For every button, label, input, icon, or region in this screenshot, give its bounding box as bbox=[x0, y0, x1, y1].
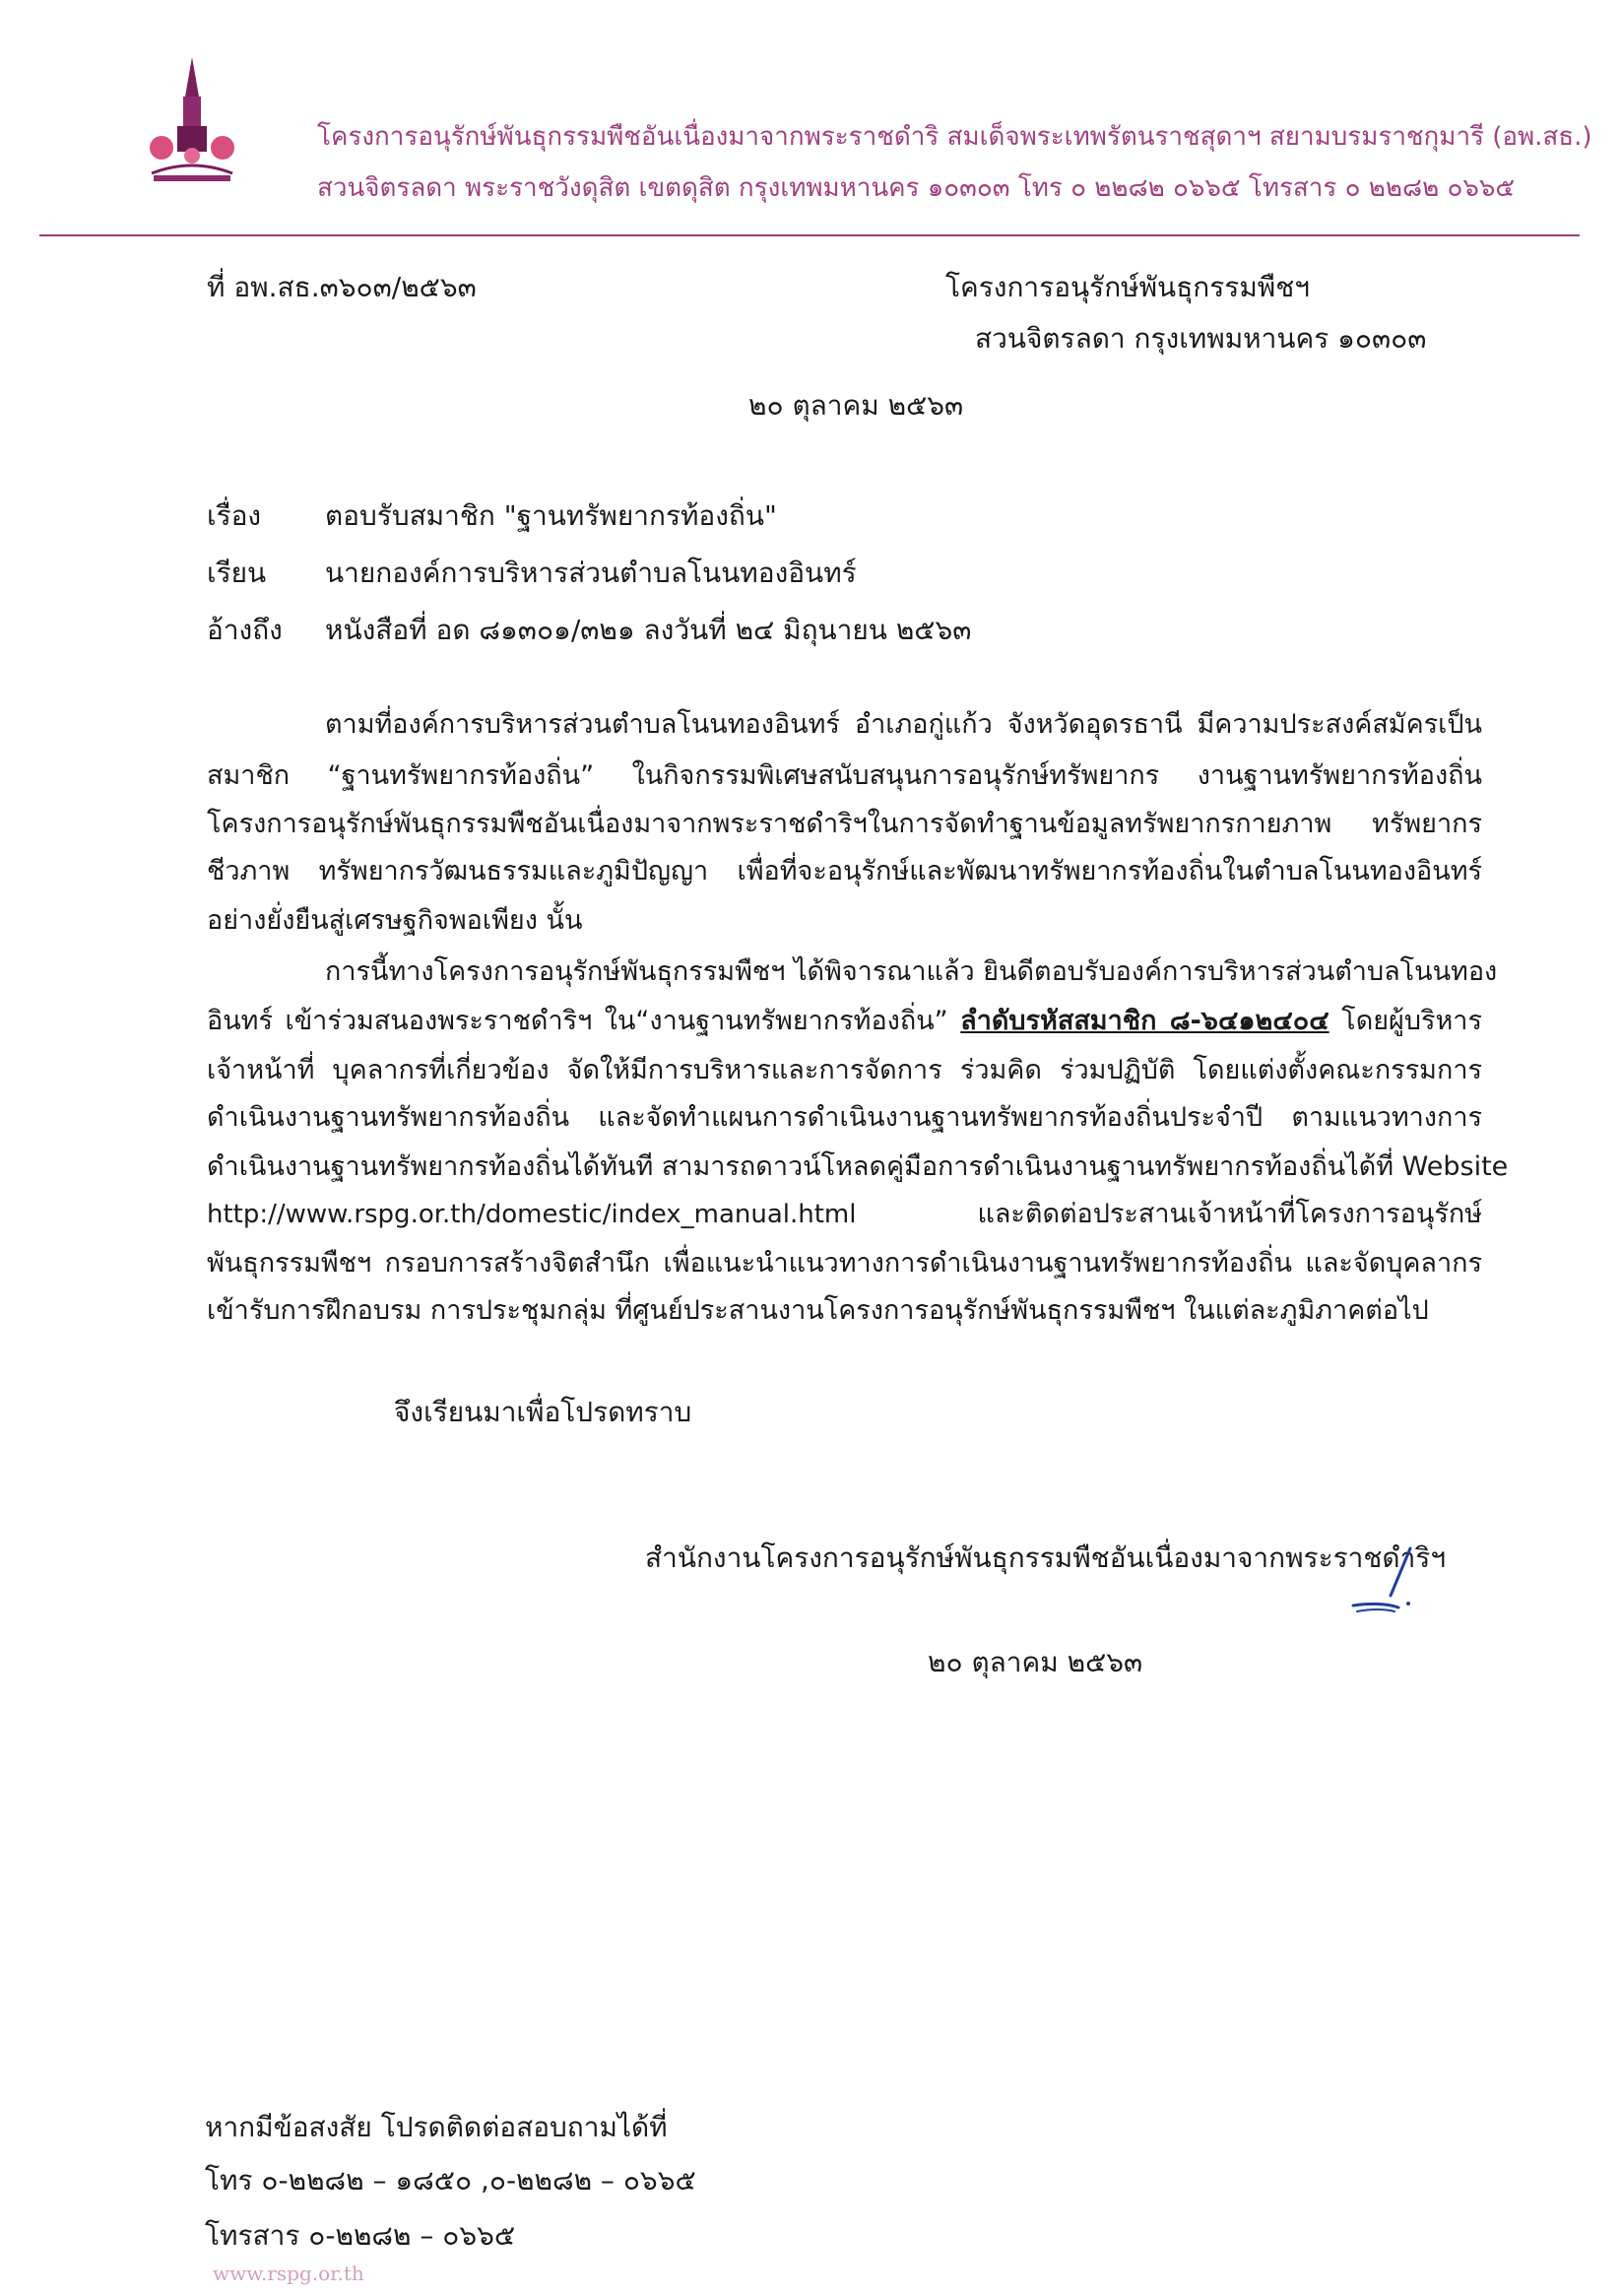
closing-phrase: จึงเรียนมาเพื่อโปรดทราบ bbox=[394, 1396, 692, 1428]
signature-mark-icon bbox=[1351, 1544, 1420, 1623]
sender-line-1: โครงการอนุรักษ์พันธุกรรมพืชฯ bbox=[945, 271, 1310, 303]
website-watermark: www.rspg.or.th bbox=[213, 2262, 364, 2285]
paragraph-2-line: ดำเนินงานฐานทรัพยากรท้องถิ่นได้ทันที สามารถดาวน์โหลดคู่มือการดำเนินงานฐานทรัพยากรท้องถิ่นได้ที่ Website bbox=[207, 1151, 1509, 1182]
signature-date: ๒๐ ตุลาคม ๒๕๖๓ bbox=[928, 1646, 1143, 1678]
letterhead-line-1: โครงการอนุรักษ์พันธุกรรมพืชอันเนื่องมาจากพระราชดำริ สมเด็จพระเทพรัตนราชสุดาฯ สยามบรมราชกุมารี (อพ.สธ.) bbox=[317, 122, 1592, 152]
contact-phone: โทร ๐-๒๒๘๒ – ๑๘๕๐ ,๐-๒๒๘๒ – ๐๖๖๕ bbox=[205, 2164, 696, 2197]
contact-fax: โทรสาร ๐-๒๒๘๒ – ๐๖๖๕ bbox=[205, 2219, 516, 2252]
paragraph-1-line: สมาชิก “ฐานทรัพยากรท้องถิ่น” ในกิจกรรมพิเศษสนับสนุนการอนุรักษ์ทรัพยากร งานฐานทรัพยากรท้องถิ่น bbox=[207, 760, 1482, 791]
paragraph-2-line: ดำเนินงานฐานทรัพยากรท้องถิ่น และจัดทำแผนการดำเนินงานฐานทรัพยากรท้องถิ่นประจำปี ตามแนวทางการ bbox=[207, 1102, 1482, 1133]
paragraph-1-line: โครงการอนุรักษ์พันธุกรรมพืชอันเนื่องมาจากพระราชดำริฯในการจัดทำฐานข้อมูลทรัพยากรกายภาพ ทรัพยากร bbox=[207, 809, 1482, 839]
sender-line-2: สวนจิตรลดา กรุงเทพมหานคร ๑๐๓๐๓ bbox=[975, 322, 1427, 355]
to-label: เรียน bbox=[207, 557, 267, 589]
paragraph-2-text: และติดต่อประสานเจ้าหน้าที่โครงการอนุรักษ์ bbox=[856, 1199, 1482, 1229]
paragraph-2-text: โดยผู้บริหาร bbox=[1329, 1006, 1482, 1036]
paragraph-1-line: ตามที่องค์การบริหารส่วนตำบลโนนทองอินทร์ อำเภอกู่แก้ว จังหวัดอุดรธานี มีความประสงค์สมัครเป็น bbox=[325, 709, 1482, 740]
paragraph-2-line: เจ้าหน้าที่ บุคลากรที่เกี่ยวข้อง จัดให้มีการบริหารและการจัดการ ร่วมคิด ร่วมปฏิบัติ โดยแต่งตั้งคณะกรรมการ bbox=[207, 1055, 1482, 1085]
to-value: นายกองค์การบริหารส่วนตำบลโนนทองอินทร์ bbox=[325, 557, 857, 589]
paragraph-1-line: ชีวภาพ ทรัพยากรวัฒนธรรมและภูมิปัญญา เพื่อที่จะอนุรักษ์และพัฒนาทรัพยากรท้องถิ่นในตำบลโนนทองอินทร์ bbox=[207, 856, 1482, 886]
subject-label: เรื่อง bbox=[207, 499, 262, 532]
paragraph-2-line bbox=[207, 999, 1482, 1041]
manual-url-link[interactable]: http://www.rspg.or.th/domestic/index_manual.html bbox=[207, 1200, 857, 1229]
letterhead-line-2: สวนจิตรลดา พระราชวังดุสิต เขตดุสิต กรุงเทพมหานคร ๑๐๓๐๓ โทร ๐ ๒๒๘๒ ๐๖๖๕ โทรสาร ๐ ๒๒๘๒ ๐๖๖๕ bbox=[317, 173, 1516, 203]
rspg-crest-icon bbox=[148, 57, 236, 185]
reference-value: หนังสือที่ อด ๘๑๓๐๑/๓๒๑ ลงวันที่ ๒๔ มิถุนายน ๒๕๖๓ bbox=[325, 614, 972, 646]
reference-label: อ้างถึง bbox=[207, 614, 283, 646]
document-number: ที่ อพ.สธ.๓๖๐๓/๒๕๖๓ bbox=[207, 271, 477, 303]
paragraph-2-line bbox=[207, 1192, 1482, 1234]
letterhead-divider bbox=[39, 234, 1580, 236]
paragraph-1-line: อย่างยั่งยืนสู่เศรษฐกิจพอเพียง นั้น bbox=[207, 905, 583, 936]
subject-value: ตอบรับสมาชิก "ฐานทรัพยากรท้องถิ่น" bbox=[325, 499, 777, 532]
member-code: ลำดับรหัสสมาชิก ๘-๖๔๑๒๔๐๔ bbox=[960, 1006, 1329, 1036]
letter-date: ๒๐ ตุลาคม ๒๕๖๓ bbox=[748, 389, 964, 422]
paragraph-2-line: เข้ารับการฝึกอบรม การประชุมกลุ่ม ที่ศูนย์ประสานงานโครงการอนุรักษ์พันธุกรรมพืชฯ ในแต่ละภูมิภาคต่อไป bbox=[207, 1295, 1429, 1326]
contact-note: หากมีข้อสงสัย โปรดติดต่อสอบถามได้ที่ bbox=[205, 2111, 668, 2143]
paragraph-2-line: การนี้ทางโครงการอนุรักษ์พันธุกรรมพืชฯ ได้พิจารณาแล้ว ยินดีตอบรับองค์การบริหารส่วนตำบลโนนทอง bbox=[325, 956, 1498, 987]
paragraph-2-line: พันธุกรรมพืชฯ กรอบการสร้างจิตสำนึก เพื่อแนะนำแนวทางการดำเนินงานฐานทรัพยากรท้องถิ่น และจัดบุคลากร bbox=[207, 1248, 1482, 1279]
paragraph-2-text: อินทร์ เข้าร่วมสนองพระราชดำริฯ ใน“งานฐานทรัพยากรท้องถิ่น” bbox=[207, 1006, 961, 1036]
signature-office: สำนักงานโครงการอนุรักษ์พันธุกรรมพืชอันเนื่องมาจากพระราชดำริฯ bbox=[645, 1542, 1447, 1574]
